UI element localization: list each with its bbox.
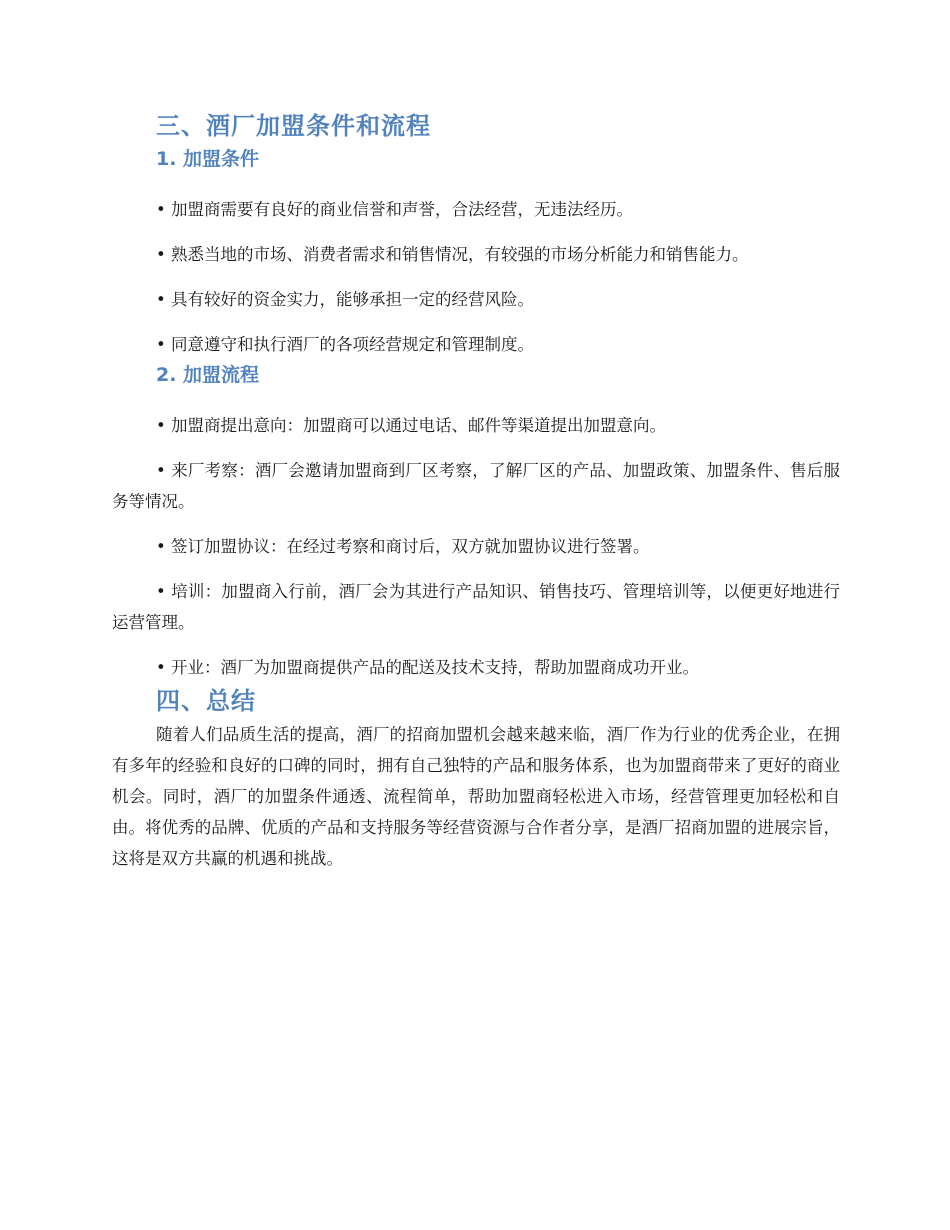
process-list [112,410,840,683]
list-item: • 签订加盟协议：在经过考察和商讨后，双方就加盟协议进行签署。 [156,537,650,556]
summary-paragraph: 随着人们品质生活的提高，酒厂的招商加盟机会越来越来临，酒厂作为行业的优秀企业，在拥有多年的经验和良好的口碑的同时，拥有自己独特的产品和服务体系，也为加盟商带来了更好的商业机会。同时，酒厂的加盟条件通透、流程简单，帮助加盟商轻松进入市场，经营管理更加轻松和自由。将优秀的品牌、优质的产品和支持服务等经营资源与合作者分享，是酒厂招商加盟的进展宗旨，这将是双方共赢的机遇和挑战。 [112,725,840,868]
document-page [112,108,840,874]
list-item: • 来厂考察：酒厂会邀请加盟商到厂区考察，了解厂区的产品、加盟政策、加盟条件、售后服务等情况。 [112,461,840,511]
section-title-summary: 四、总结 [156,687,256,715]
list-item: • 加盟商需要有良好的商业信誉和声誉，合法经营，无违法经历。 [156,200,633,219]
list-item: • 具有较好的资金实力，能够承担一定的经营风险。 [156,290,534,309]
list-item: • 培训：加盟商入行前，酒厂会为其进行产品知识、销售技巧、管理培训等，以便更好地进行运营管理。 [112,582,840,632]
conditions-list [112,194,840,360]
list-item: • 同意遵守和执行酒厂的各项经营规定和管理制度。 [156,335,534,354]
list-item: • 熟悉当地的市场、消费者需求和销售情况，有较强的市场分析能力和销售能力。 [156,245,749,264]
section-title-franchise: 三、酒厂加盟条件和流程 [156,112,431,140]
list-item: • 开业：酒厂为加盟商提供产品的配送及技术支持，帮助加盟商成功开业。 [156,658,699,677]
subheading-conditions: 1. 加盟条件 [156,148,260,170]
list-item: • 加盟商提出意向：加盟商可以通过电话、邮件等渠道提出加盟意向。 [156,416,666,435]
subheading-process: 2. 加盟流程 [156,364,260,386]
